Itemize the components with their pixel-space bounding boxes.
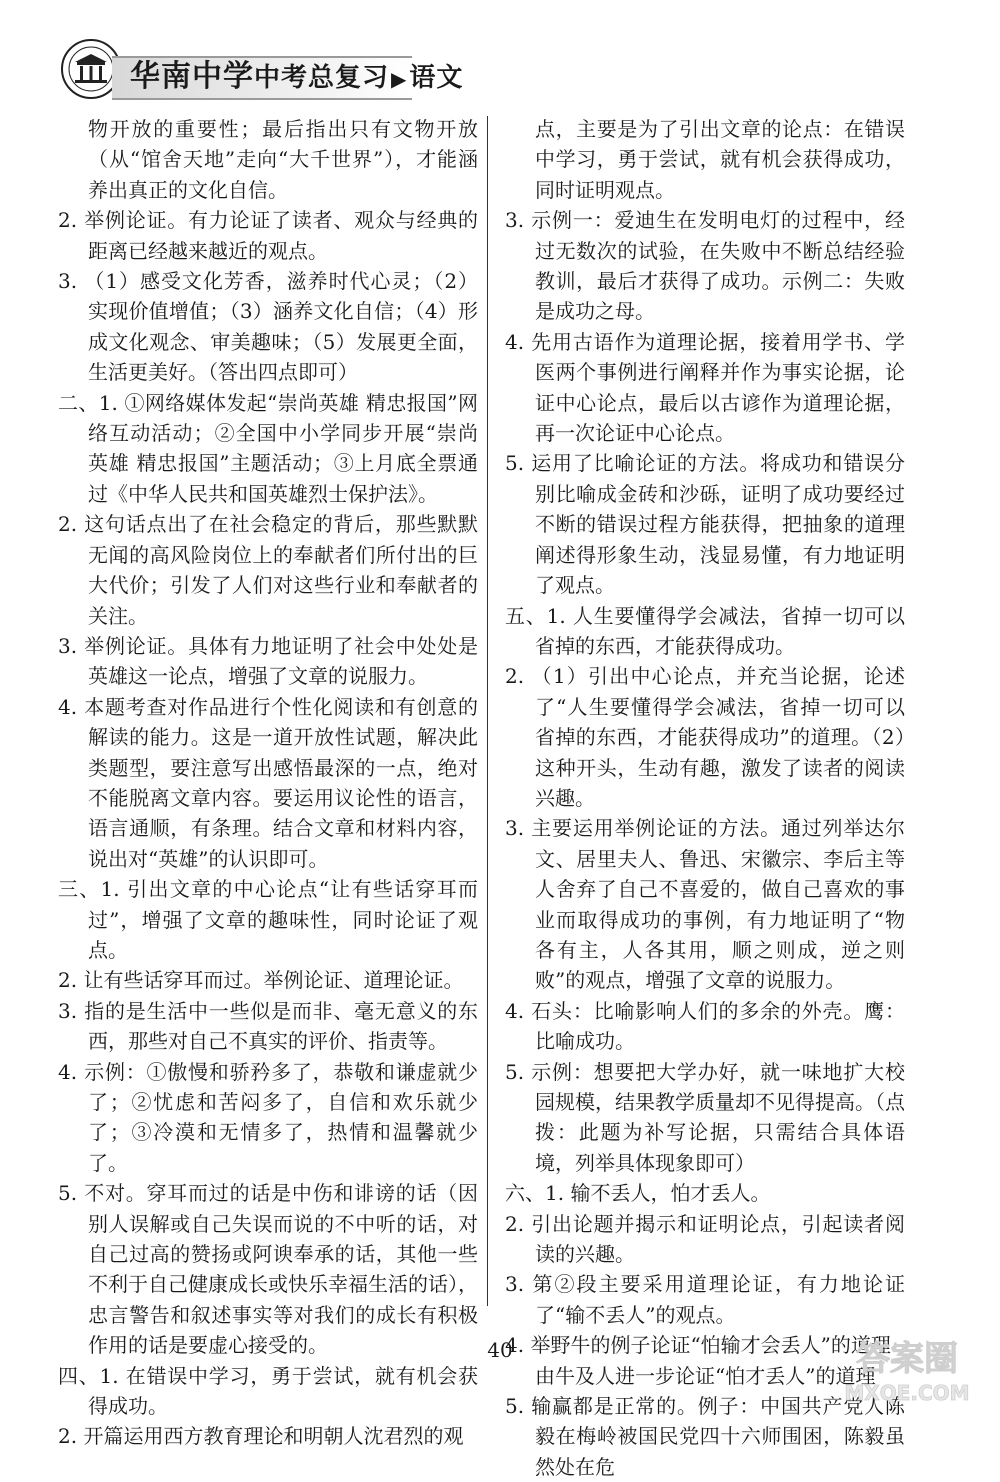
page-number: 40	[487, 1338, 513, 1362]
answer-paragraph: 4. 举野牛的例子论证“怕输才会丢人”的道理	[505, 1333, 891, 1358]
answer-paragraph: 3. 第②段主要采用道理论证，有力地论证了“输不丢人”的观点。	[505, 1272, 905, 1327]
answer-paragraph: 4. 本题考查对作品进行个性化阅读和有创意的解读的能力。这是一道开放性试题，解决此类题型，要注意写出感悟最深的一点，绝对不能脱离文章内容。要运用议论性的语言，语言通顺，有条理。结合文章和材料内容，说出对“英雄”的认识即可。	[58, 694, 478, 871]
header-title	[130, 57, 463, 97]
answer-paragraph: 3. 示例一：爱迪生在发明电灯的过程中，经过无数次的试验，在失败中不断总结经验教训，最后才获得了成功。示例二：失败是成功之母。	[505, 208, 905, 324]
answer-paragraph: 2. 开篇运用西方教育理论和明朝人沈君烈的观	[58, 1424, 464, 1449]
left-column	[58, 114, 478, 1452]
watermark-top: 答案圈	[856, 1339, 958, 1379]
answer-paragraph: 5. 运用了比喻论证的方法。将成功和错误分别比喻成金砖和沙砾，证明了成功要经过不断的错误过程方能获得，把抽象的道理阐述得形象生动，浅显易懂，有力地证明了观点。	[505, 451, 905, 598]
answer-paragraph: 物开放的重要性；最后指出只有文物开放（从“馆舍天地”走向“大千世界”），才能涵养出真正的文化自信。	[88, 117, 478, 202]
column-divider	[487, 116, 488, 1306]
answer-paragraph: 3. 主要运用举例论证的方法。通过列举达尔文、居里夫人、鲁迅、宋徽宗、李后主等人舍弃了自己不喜爱的，做自己喜欢的事业而取得成功的事例，有力地证明了“物各有主，人各其用，顺之则成，逆之则败”的观点，增强了文章的说服力。	[505, 816, 905, 993]
answer-paragraph: 4. 先用古语作为道理论据，接着用学书、学医两个事例进行阐释并作为事实论据，论证中心论点，最后以古谚作为道理论据，再一次论证中心论点。	[505, 329, 905, 446]
answer-paragraph: 2. 举例论证。有力论证了读者、观众与经典的距离已经越来越近的观点。	[58, 208, 478, 263]
answer-paragraph: 3. 指的是生活中一些似是而非、毫无意义的东西，那些对自己不真实的评价、指责等。	[58, 998, 478, 1054]
answer-paragraph: 三、1. 引出文章的中心论点“让有些话穿耳而过”，增强了文章的趣味性，同时论证了观点。	[58, 877, 478, 962]
answer-paragraph: 2. 让有些话穿耳而过。举例论证、道理论证。	[58, 968, 464, 993]
answer-paragraph: 点，主要是为了引出文章的论点：在错误中学习，勇于尝试，就有机会获得成功，同时证明观点。	[535, 117, 905, 202]
answer-paragraph: 2. 这句话点出了在社会稳定的背后，那些默默无闻的高风险岗位上的奉献者们所付出的巨大代价；引发了人们对这些行业和奉献者的关注。	[58, 512, 478, 628]
answer-paragraph: 五、1. 人生要懂得学会减法，省掉一切可以省掉的东西，才能获得成功。	[505, 603, 905, 658]
watermark-logo	[822, 1328, 992, 1408]
right-column	[505, 114, 905, 1482]
school-name: 华南中学	[130, 59, 254, 94]
answer-paragraph: 六、1. 输不丢人，怕才丢人。	[505, 1181, 771, 1206]
answer-paragraph: 4. 示例：①傲慢和骄矜多了，恭敬和谦虚就少了；②忧虑和苦闷多了，自信和欢乐就少了；③冷漠和无情多了，热情和温馨就少了。	[58, 1059, 478, 1175]
answer-paragraph: 3. （1）感受文化芳香，滋养时代心灵；（2）实现价值增值；（3）涵养文化自信；（4）形成文化观念、审美趣味；（5）发展更全面，生活更美好。（答出四点即可）	[58, 269, 478, 385]
page-header	[60, 38, 464, 118]
book-title: 中考总复习	[254, 63, 390, 93]
answer-paragraph: 5. 不对。穿耳而过的话是中伤和诽谤的话（因别人误解或自己失误而说的不中听的话，对自己过高的赞扬或阿谀奉承的话，其他一些不利于自己健康成长或快乐幸福生活的话），忠言警告和叙述事实等对我们的成长有积极作用的话是要虚心接受的。	[58, 1181, 478, 1358]
answer-paragraph: 二、1. ①网络媒体发起“崇尚英雄 精忠报国”网络互动活动；②全国中小学同步开展“崇尚英雄 精忠报国”主题活动；③上月底全票通过《中华人民共和国英雄烈士保护法》。	[58, 390, 478, 506]
watermark-bottom: MXQE.COM	[844, 1381, 970, 1405]
answer-paragraph: 由牛及人进一步论证“怕才丢人”的道理	[535, 1363, 876, 1388]
answer-paragraph: 四、1. 在错误中学习，勇于尝试，就有机会获得成功。	[58, 1363, 478, 1419]
answer-paragraph: 4. 石头：比喻影响人们的多余的外壳。鹰：比喻成功。	[505, 998, 905, 1054]
answer-paragraph: 5. 示例：想要把大学办好，就一味地扩大校园规模，结果教学质量却不见得提高。（点拨：此题为补写论据，只需结合具体语境，列举具体现象即可）	[505, 1059, 905, 1175]
answer-paragraph: 5. 输赢都是正常的。例子：中国共产党人陈毅在梅岭被国民党四十六师围困，陈毅虽然处在危	[505, 1394, 905, 1479]
subject-name: 语文	[409, 63, 464, 93]
answer-paragraph: 2. （1）引出中心论点，并充当论据，论述了“人生要懂得学会减法，省掉一切可以省掉的东西，才能获得成功”的道理。（2）这种开头，生动有趣，激发了读者的阅读兴趣。	[505, 664, 905, 810]
answer-paragraph: 3. 举例论证。具体有力地证明了社会中处处是英雄这一论点，增强了文章的说服力。	[58, 633, 478, 689]
arrow-icon: ▶	[391, 67, 408, 91]
answer-paragraph: 2. 引出论题并揭示和证明论点，引起读者阅读的兴趣。	[505, 1211, 905, 1267]
